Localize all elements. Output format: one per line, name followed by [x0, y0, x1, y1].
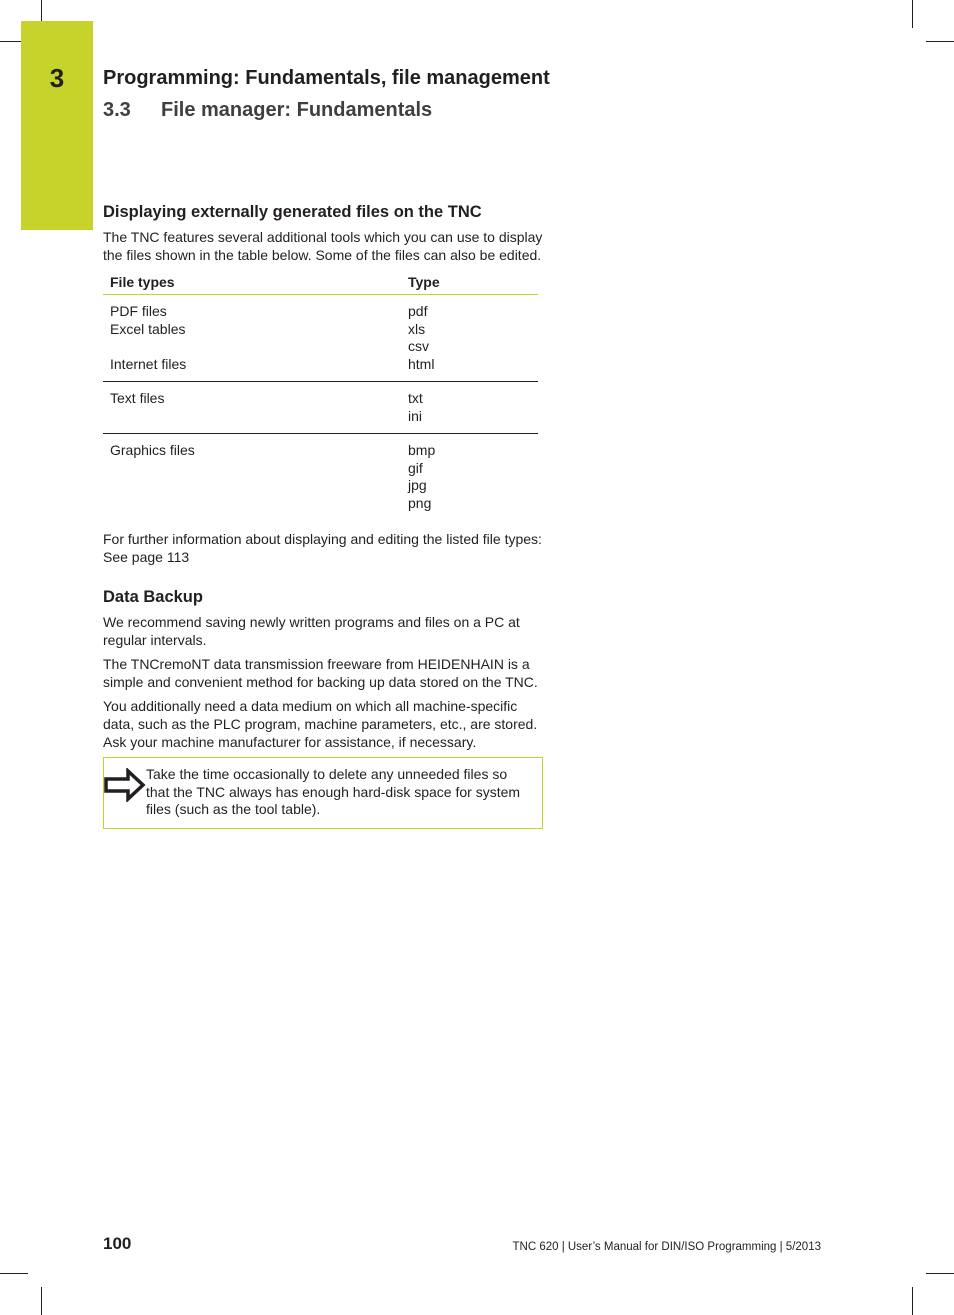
file-extension: gif	[408, 459, 423, 476]
table-row	[103, 382, 538, 434]
crop-mark	[41, 0, 42, 21]
file-type: Graphics files	[110, 442, 195, 458]
chapter-tab	[21, 21, 93, 230]
intro-paragraph: The TNC features several additional tools which you can use to display the files shown in the table below. Some of the files can also be edited.	[103, 229, 543, 263]
section-title-line	[103, 99, 432, 122]
crop-mark	[912, 1287, 913, 1315]
page-number: 100	[103, 1234, 132, 1253]
section-heading-data-backup: Data Backup	[103, 588, 203, 606]
main-content	[103, 203, 543, 829]
file-types-cell	[103, 434, 401, 521]
file-extension: bmp	[408, 442, 436, 458]
tip-note-text: Take the time occasionally to delete any unneeded files so that the TNC always has enough hard-disk space for system files (such as the tool table).	[146, 766, 521, 817]
column-header-file-types: File types	[103, 270, 401, 295]
file-types-cell	[103, 382, 401, 434]
backup-paragraph: We recommend saving newly written programs and files on a PC at regular intervals.	[103, 614, 520, 648]
file-extension: xls	[408, 320, 426, 337]
extension-cell	[401, 382, 538, 434]
file-type: Text files	[110, 390, 165, 406]
file-extension: pdf	[408, 303, 428, 319]
table-row	[103, 295, 538, 382]
file-type	[110, 338, 394, 356]
chapter-number: 3	[49, 63, 65, 93]
extension-cell	[401, 295, 538, 382]
column-header-type: Type	[401, 270, 538, 295]
section-number: 3.3	[103, 99, 131, 121]
crop-mark	[926, 1273, 954, 1274]
file-types-cell	[103, 295, 401, 382]
file-type: Excel tables	[110, 320, 186, 337]
chapter-title: Programming: Fundamentals, file management	[103, 67, 550, 89]
crop-mark	[0, 41, 21, 42]
arrow-right-icon	[104, 758, 146, 828]
crop-mark	[41, 1287, 42, 1315]
further-info-paragraph: For further information about displaying and editing the listed file types: See page 113	[103, 531, 542, 565]
crop-mark	[912, 0, 913, 28]
file-types-table	[103, 270, 538, 520]
crop-mark	[926, 41, 954, 42]
file-extension: ini	[408, 407, 423, 424]
extension-cell	[401, 434, 538, 521]
table-header-row	[103, 270, 538, 295]
section-title: File manager: Fundamentals	[161, 99, 433, 121]
footer-text: TNC 620 | User’s Manual for DIN/ISO Programming | 5/2013	[512, 1241, 821, 1253]
file-type: Internet files	[110, 355, 187, 372]
file-extension: jpg	[408, 477, 427, 493]
file-type: PDF files	[110, 303, 167, 319]
file-extension: html	[408, 355, 435, 372]
section-heading-display-files: Displaying externally generated files on the TNC	[103, 203, 482, 221]
file-extension: txt	[408, 390, 423, 406]
file-extension: png	[408, 494, 432, 511]
file-extension: csv	[408, 338, 429, 354]
backup-paragraph: You additionally need a data medium on which all machine-specific data, such as the PLC program, machine parameters, etc., are stored. Ask your machine manufacturer for assistance, if necessary.	[103, 698, 538, 750]
crop-mark	[0, 1273, 28, 1274]
tip-note-box	[103, 757, 543, 829]
backup-paragraph: The TNCremoNT data transmission freeware from HEIDENHAIN is a simple and convenient method for backing up data stored on the TNC.	[103, 656, 538, 690]
table-row	[103, 434, 538, 521]
